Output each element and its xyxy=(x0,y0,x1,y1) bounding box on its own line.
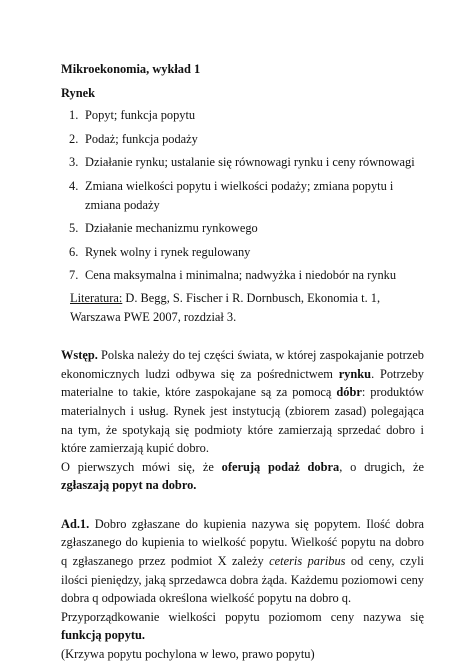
section-heading: Rynek xyxy=(61,85,95,100)
ad1-definition: Przyporządkowanie wielkości popytu poziomom ceny nazywa się funkcją popytu. xyxy=(61,609,424,643)
literature-text: D. Begg, S. Fischer i R. Dornbusch, Ekonomia t. 1, Warszawa PWE 2007, rozdział 3. xyxy=(70,290,381,324)
intro-label: Wstęp. xyxy=(61,348,98,363)
literature-label: Literatura: xyxy=(70,290,123,305)
list-item: 5. Działanie mechanizmu rynkowego xyxy=(69,221,258,236)
list-item: 2. Podaż; funkcja podaży xyxy=(69,131,198,146)
list-item: 3. Działanie rynku; ustalanie się równowagi rynku i ceny równowagi xyxy=(69,155,415,170)
ad1-note: (Krzywa popytu pochylona w lewo, prawo popytu) xyxy=(61,647,315,662)
list-item: 7. Cena maksymalna i minimalna; nadwyżka i niedobór na rynku xyxy=(69,268,397,283)
ad1-paragraph: Ad.1. Dobro zgłaszane do kupienia nazywa się popytem. Ilość dobra zgłaszanego do kupienia to wielkość popytu. Wielkość popytu na dobro q zgłaszanego przez podmiot X zależy ceteris paribus od ceny, czyli ilości pieniędzy, jaką sprzedawca dobra żąda. Każdemu poziomowi ceny dobra q odpowiada określona wielkość popytu na dobro q. xyxy=(61,516,424,606)
intro-paragraph: Wstęp. Polska należy do tej części świata, w której zaspokajanie potrzeb ekonomicznych ludzi odbywa się za pośrednictwem rynku. Potrzeby materialne to takie, które zaspokajane są za pomocą dóbr: produktów materialnych i usług. Rynek jest instytucją (zbiorem zasad) polegająca na tym, że spotykają się podmioty które zamierzają sprzedać dobro i które zamierzają kupić dobro. xyxy=(61,348,424,456)
list-item: 4. Zmiana wielkości popytu i wielkości podaży; zmiana popytu i zmiana podaży xyxy=(69,178,394,212)
literature-reference xyxy=(61,289,424,326)
ad1-label: Ad.1. xyxy=(61,516,90,531)
list-item: 1. Popyt; funkcja popytu xyxy=(69,108,196,123)
intro-paragraph-continued: O pierwszych mówi się, że oferują podaż dobra, o drugich, że zgłaszają popyt na dobro. xyxy=(61,459,424,493)
document-title: Mikroekonomia, wykład 1 xyxy=(61,62,201,76)
topic-list xyxy=(61,106,424,285)
list-item: 6. Rynek wolny i rynek regulowany xyxy=(69,244,251,259)
